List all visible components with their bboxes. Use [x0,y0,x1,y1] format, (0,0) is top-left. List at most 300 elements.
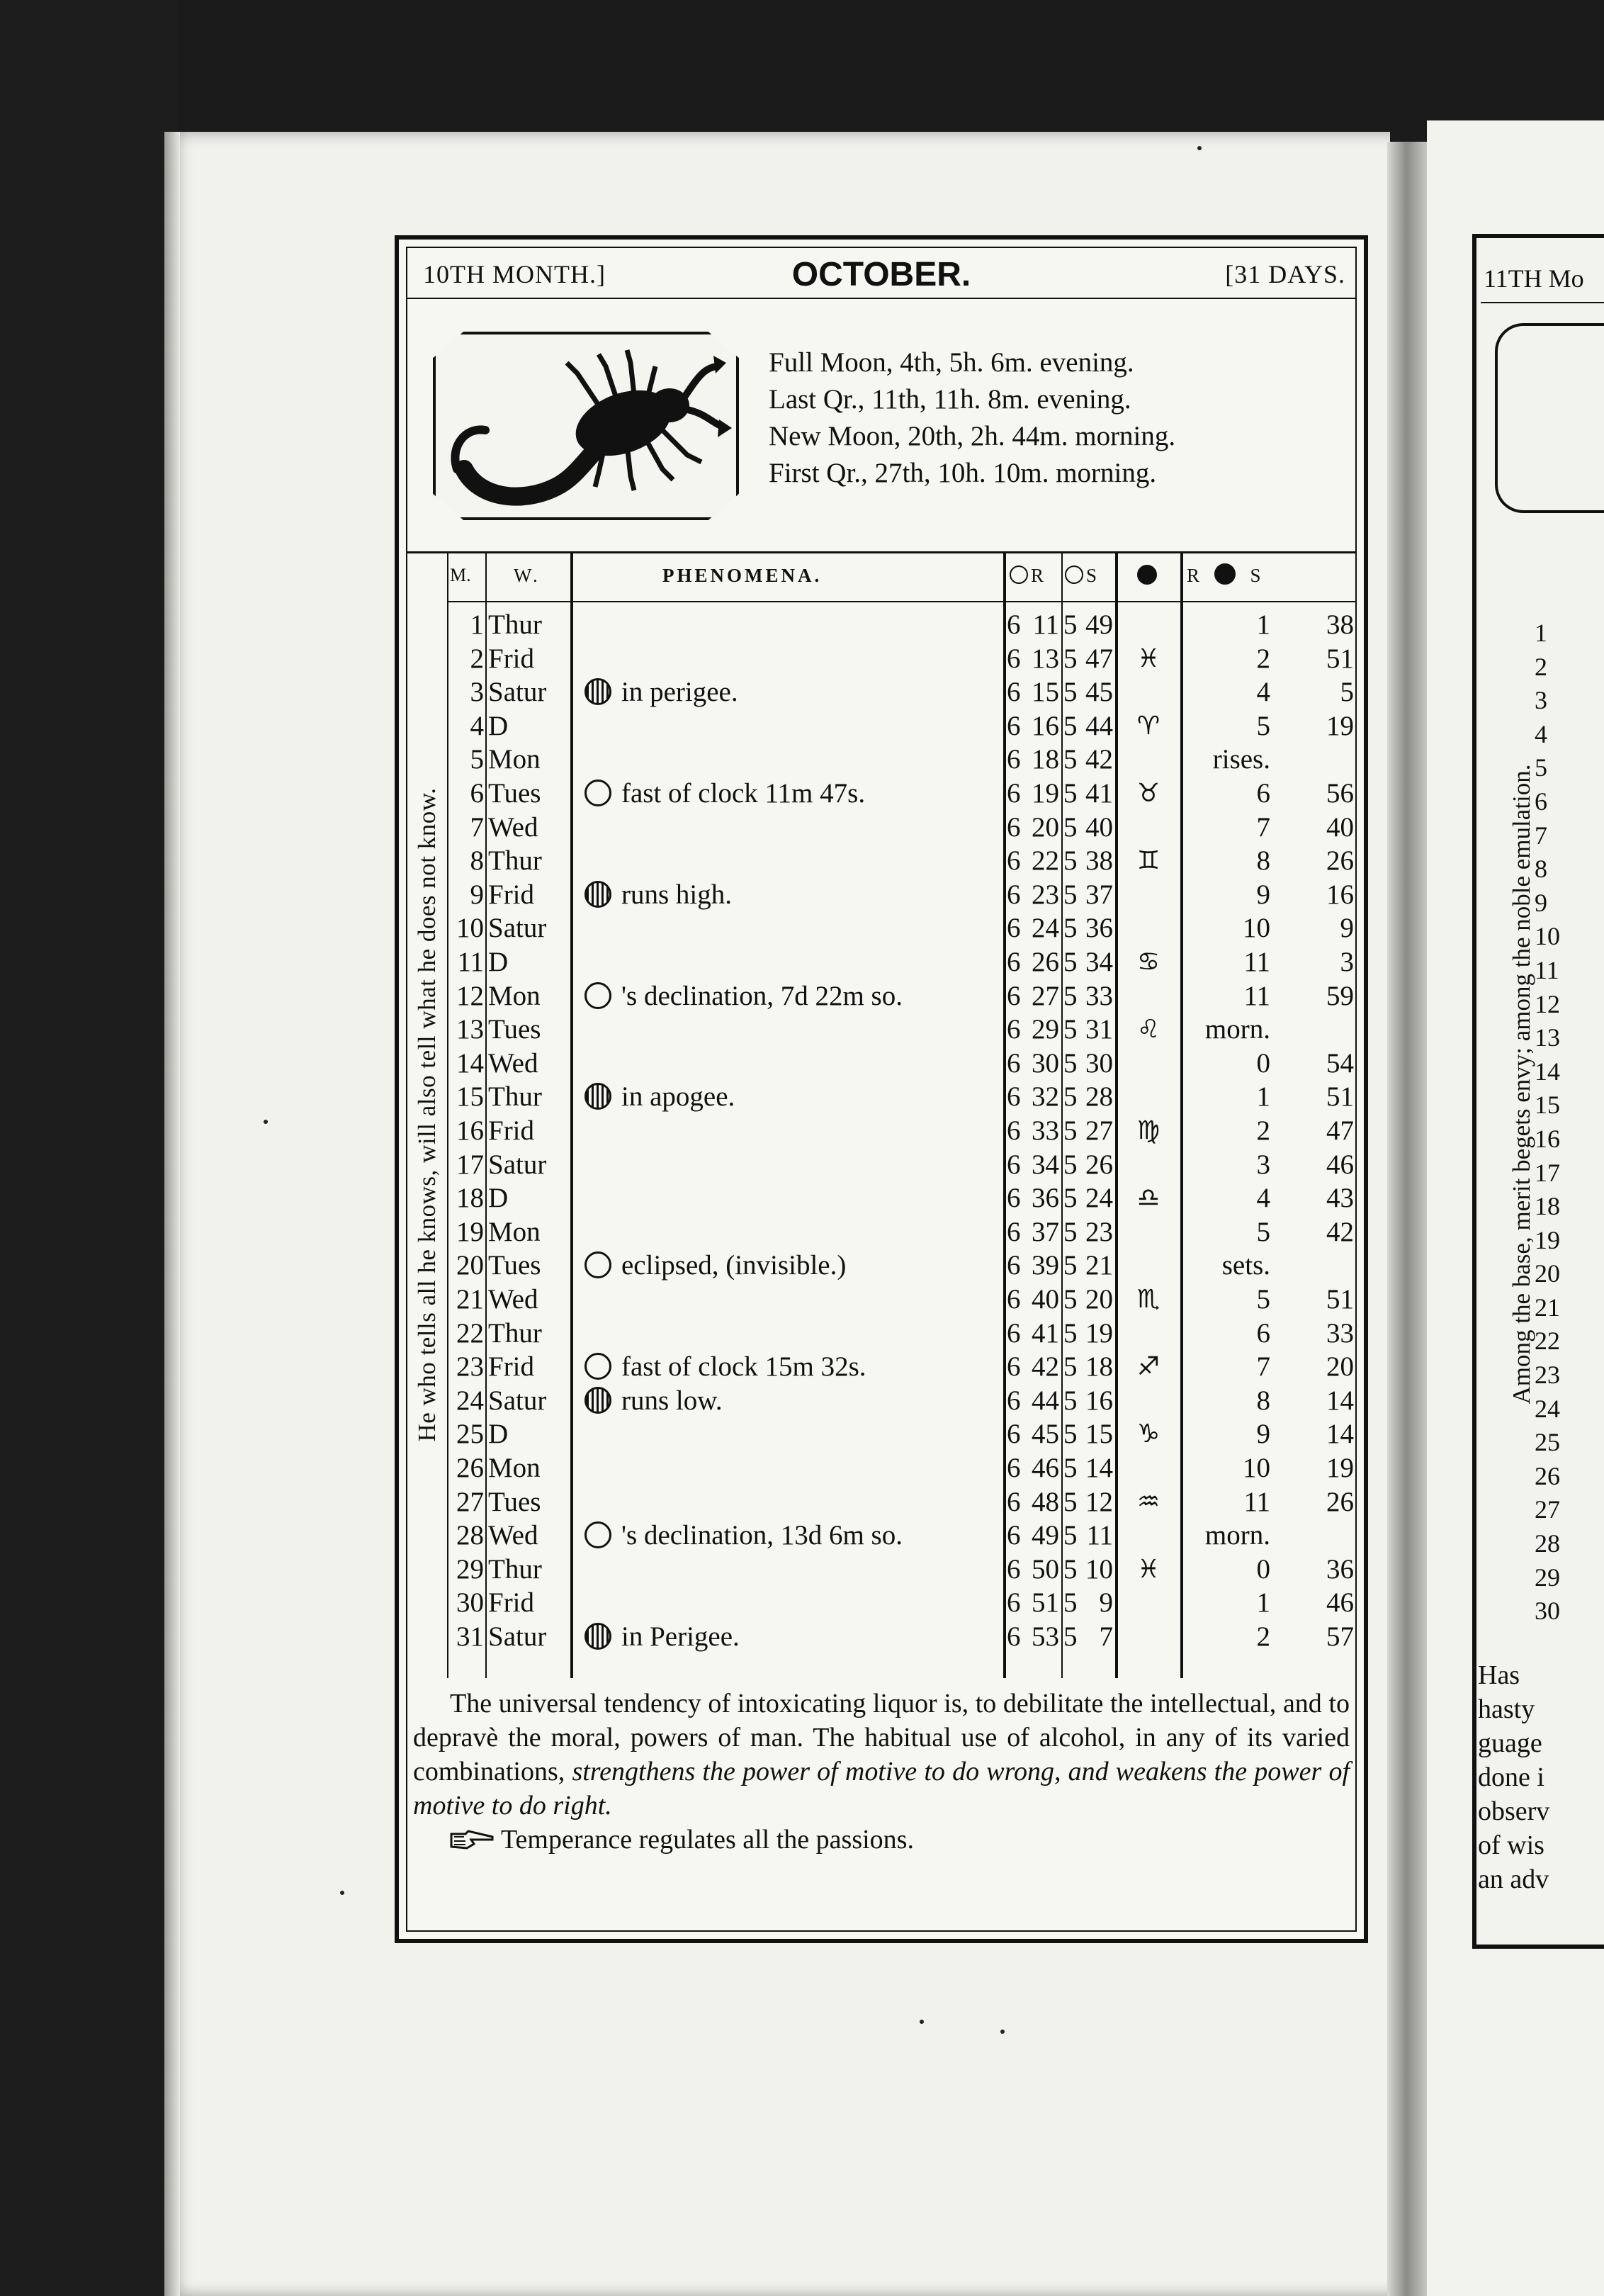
weekday: Wed [488,1284,538,1315]
phenomenon [584,777,1010,810]
next-month-quote-line: done i [1478,1762,1544,1792]
sun-rise-hour: 6 [1007,643,1021,674]
weekday: D [488,1183,509,1214]
sun-set-hour: 5 [1063,1115,1078,1146]
sun-set-minute: 12 [1085,1486,1113,1517]
zodiac-sign: ♉ [1136,779,1160,808]
sun-rise-minute: 33 [1032,1115,1059,1146]
sun-set-minute: 24 [1085,1183,1113,1214]
sun-rise-minute: 45 [1032,1419,1059,1450]
table-row [407,811,1355,845]
weekday: Thur [488,1317,542,1349]
sun-set-hour: 5 [1063,1047,1078,1079]
sun-rise-minute: 41 [1032,1317,1059,1349]
phenomenon [584,1350,1010,1383]
next-month-header: 11TH Mo [1484,264,1584,293]
sun-set-hour: 5 [1063,1284,1078,1315]
moon-rise-set-minute: 51 [1326,1081,1354,1113]
next-month-day-numbers [1535,617,1570,1628]
sun-set-minute: 20 [1085,1284,1113,1315]
moon-rise-set-hour: 11 [1243,1486,1270,1517]
moon-rise-set-minute: 26 [1326,845,1354,877]
day-number: 18 [456,1183,484,1214]
sun-set-hour: 5 [1063,1453,1078,1483]
day-number: 9 [470,879,484,910]
next-month-header-rule [1481,302,1604,303]
sun-set-minute: 18 [1085,1351,1113,1383]
weekday: Tues [488,778,541,809]
day-number: 22 [456,1317,484,1349]
book-gutter [1387,142,1430,2296]
moon-rise-set-minute: 33 [1326,1317,1354,1349]
moon-symbol-icon [584,1083,611,1110]
sun-set-minute: 36 [1085,913,1113,944]
sun-set-minute: 26 [1085,1149,1113,1180]
next-month-day-number: 22 [1535,1327,1560,1356]
sun-set-minute: 16 [1085,1385,1113,1416]
phenomenon-text: 's declination, 7d 22m so. [621,980,903,1011]
moon-rise-set-minute: 9 [1340,913,1354,944]
table-row [407,1047,1355,1081]
table-row [407,1586,1355,1620]
moon-rise-set-minute: 14 [1326,1419,1354,1450]
day-number: 29 [456,1553,484,1585]
moon-phases-section [407,298,1355,553]
next-month-vertical-motto: Among the base, merit begets envy; among the noble emulation. [1508,764,1535,1405]
moon-rise-set-hour: 1 [1256,609,1270,640]
moon-rise-set-minute: 5 [1340,677,1354,708]
next-month-day-number: 14 [1535,1057,1560,1086]
weekday: Wed [488,1520,538,1551]
print-speck [264,1120,268,1124]
header-moon-rise-set: R S [1187,565,1261,586]
table-row [407,1114,1355,1148]
sun-rise-minute: 49 [1032,1520,1059,1551]
sun-rise-hour: 6 [1007,710,1021,741]
sun-symbol-icon [584,1353,611,1380]
moon-rise-set-minute: 19 [1326,710,1354,741]
weekday: Tues [488,1486,541,1517]
sun-set-minute: 23 [1085,1216,1113,1247]
header-m: M. [450,565,471,585]
next-month-emblem [1495,323,1604,513]
moon-rise-set-minute: 20 [1326,1351,1354,1383]
next-month-day-number: 12 [1535,989,1560,1018]
sun-set-hour: 5 [1063,811,1078,843]
table-row [407,1080,1355,1114]
sun-set-hour: 5 [1063,1183,1078,1214]
day-number: 2 [470,643,484,674]
temperance-quote [413,1687,1350,1857]
weekday: Mon [488,1453,541,1483]
sun-rise-minute: 13 [1032,643,1059,674]
sun-rise-hour: 6 [1007,1115,1021,1146]
weekday: Frid [488,879,535,910]
table-row [407,1553,1355,1587]
sun-set-minute: 44 [1085,710,1113,741]
next-month-day-number: 30 [1535,1597,1560,1626]
day-number: 12 [456,980,484,1011]
weekday: Satur [488,1385,547,1416]
scorpion-icon [436,334,736,517]
sun-rise-hour: 6 [1007,1014,1021,1045]
calendar-inner-frame [406,247,1357,1932]
moon-rise-set-hour: 2 [1256,1115,1270,1146]
sun-set-hour: 5 [1063,947,1078,977]
phenomenon-text: fast of clock 15m 32s. [621,1351,866,1383]
sun-symbol-icon [584,1521,611,1548]
moon-rise-set-hour: 0 [1256,1047,1270,1079]
moon-icon [1137,565,1157,585]
next-month-quote-line: hasty [1478,1694,1535,1724]
day-number: 4 [470,710,484,741]
sun-rise-hour: 6 [1007,677,1021,708]
weekday: D [488,1419,509,1450]
sun-rise-minute: 27 [1032,980,1059,1011]
moon-rise-set-hour: 10 [1243,913,1270,944]
table-row [407,642,1355,676]
phenomenon [584,675,1010,709]
sun-set-minute: 11 [1086,1520,1113,1551]
sun-rise-minute: 29 [1032,1014,1059,1045]
day-number: 23 [456,1351,484,1383]
header-rule [447,601,1355,602]
next-month-day-number: 2 [1535,652,1547,681]
sun-set-hour: 5 [1063,980,1078,1011]
zodiac-sign: ♋ [1136,947,1160,977]
sun-set-minute: 7 [1099,1621,1113,1652]
sun-set-hour: 5 [1063,1486,1078,1517]
moon-symbol-icon [584,1387,611,1414]
sun-rise-minute: 37 [1032,1216,1059,1247]
weekday: Mon [488,744,541,775]
next-month-day-number: 16 [1535,1124,1560,1153]
sun-set-minute: 47 [1085,643,1113,674]
day-number: 5 [470,744,484,775]
next-month-quote-fragment [1478,1658,1549,1896]
sun-set-hour: 5 [1063,1520,1078,1551]
table-row [407,743,1355,777]
next-month-day-number: 19 [1535,1225,1560,1254]
sun-rise-hour: 6 [1007,879,1021,910]
moon-rise-set-hour: morn. [1204,1014,1270,1045]
sun-rise-hour: 6 [1007,1317,1021,1349]
sun-rise-minute: 22 [1032,845,1059,877]
moon-rise-set-minute: 51 [1326,643,1354,674]
table-row [407,777,1355,811]
phenomenon [584,1384,1010,1417]
moon-phase-full: Full Moon, 4th, 5h. 6m. evening. [769,347,1134,378]
next-month-day-number: 11 [1535,955,1559,984]
phenomenon [584,1620,1010,1653]
zodiac-sign: ♍ [1136,1116,1160,1145]
sun-rise-hour: 6 [1007,1216,1021,1247]
scan-background [0,0,177,2296]
pointing-hand-icon [450,1830,495,1850]
calendar-table [407,551,1355,1678]
print-speck [920,2020,924,2024]
moon-symbol-icon [584,881,611,908]
header-sun-set: S [1065,556,1122,595]
sun-rise-hour: 6 [1007,744,1021,775]
next-month-day-number: 7 [1535,821,1547,850]
month-title: OCTOBER. [791,256,971,293]
sun-rise-minute: 11 [1032,609,1059,640]
phenomenon-text: eclipsed, (invisible.) [621,1250,847,1281]
scorpio-emblem [433,332,739,520]
sun-rise-minute: 39 [1032,1250,1059,1281]
weekday: Satur [488,913,547,944]
moon-rise-set-hour: rises. [1212,744,1270,775]
sun-set-hour: 5 [1063,1014,1078,1045]
day-number: 8 [470,845,484,877]
moon-rise-set-hour: 8 [1256,845,1270,877]
next-month-day-number: 28 [1535,1529,1560,1558]
weekday: Satur [488,1621,547,1652]
moon-rise-set-minute: 54 [1326,1047,1354,1079]
sun-set-minute: 31 [1085,1014,1113,1045]
table-row [407,1620,1355,1654]
moon-rise-set-hour: 10 [1243,1453,1270,1483]
phenomenon-text: runs low. [621,1385,723,1416]
next-month-day-number: 29 [1535,1563,1560,1592]
next-month-day-number: 24 [1535,1394,1560,1423]
sun-rise-minute: 40 [1032,1284,1059,1315]
sun-set-minute: 30 [1085,1047,1113,1079]
day-number: 30 [456,1587,484,1619]
moon-rise-set-hour: 9 [1256,1419,1270,1450]
zodiac-sign: ♓ [1136,643,1160,673]
day-number: 3 [470,677,484,708]
phenomenon-text: 's declination, 13d 6m so. [621,1520,903,1551]
phenomenon-text: fast of clock 11m 47s. [621,778,866,809]
moon-rise-set-minute: 42 [1326,1216,1354,1247]
weekday: Thur [488,845,542,877]
next-month-quote-line: guage [1478,1728,1542,1758]
sun-set-hour: 5 [1063,1250,1078,1281]
next-month-day-number: 6 [1535,787,1547,816]
moon-rise-set-minute: 46 [1326,1149,1354,1180]
zodiac-sign: ♏ [1136,1285,1160,1314]
days-count: [31 DAYS. [1225,260,1345,288]
sun-rise-hour: 6 [1007,1520,1021,1551]
moon-rise-set-minute: 14 [1326,1385,1354,1416]
sun-rise-hour: 6 [1007,1183,1021,1214]
next-month-day-number: 18 [1535,1192,1560,1221]
weekday: Tues [488,1250,541,1281]
next-month-day-number: 21 [1535,1293,1560,1322]
phenomenon [584,878,1010,911]
weekday: D [488,947,509,977]
weekday: Frid [488,1351,535,1383]
phenomenon [584,1519,1010,1552]
weekday: Thur [488,609,542,640]
sun-set-minute: 28 [1085,1081,1113,1113]
moon-rise-set-minute: 26 [1326,1486,1354,1517]
day-number: 26 [456,1453,484,1483]
moon-rise-set-minute: 46 [1326,1587,1354,1619]
table-row [407,1317,1355,1351]
moon-rise-set-hour: 5 [1256,1284,1270,1315]
moon-rise-set-hour: 11 [1243,947,1270,977]
zodiac-sign: ♎ [1136,1183,1160,1213]
next-month-quote-line: observ [1478,1796,1550,1826]
sun-rise-hour: 6 [1007,947,1021,977]
moon-rise-set-hour: 2 [1256,643,1270,674]
calendar-frame [395,235,1368,1943]
sun-rise-minute: 51 [1032,1587,1059,1619]
table-row [407,1485,1355,1519]
sun-rise-hour: 6 [1007,1553,1021,1585]
sun-set-minute: 41 [1085,778,1113,809]
zodiac-sign: ♒ [1136,1487,1160,1516]
table-row [407,1249,1355,1283]
table-row [407,1417,1355,1451]
sun-rise-minute: 48 [1032,1486,1059,1517]
day-number: 6 [470,778,484,809]
sun-set-minute: 42 [1085,744,1113,775]
next-month-day-number: 23 [1535,1361,1560,1390]
quote-italic-text: strengthens the power of motive to do wrong, and weakens the power of motive to do right. [413,1757,1350,1821]
sun-set-hour: 5 [1063,1553,1078,1585]
table-row [407,979,1355,1013]
print-speck [1197,146,1202,150]
sun-rise-minute: 15 [1032,677,1059,708]
day-number: 15 [456,1081,484,1113]
sun-rise-minute: 46 [1032,1453,1059,1483]
sun-rise-hour: 6 [1007,980,1021,1011]
sun-rise-hour: 6 [1007,811,1021,843]
moon-rise-set-minute: 36 [1326,1553,1354,1585]
sun-set-minute: 49 [1085,609,1113,640]
sun-set-hour: 5 [1063,744,1078,775]
sun-set-minute: 15 [1085,1419,1113,1450]
sun-rise-minute: 24 [1032,913,1059,944]
weekday: Mon [488,980,541,1011]
sun-set-minute: 19 [1085,1317,1113,1349]
sun-rise-minute: 19 [1032,778,1059,809]
day-number: 16 [456,1115,484,1146]
sun-rise-hour: 6 [1007,1149,1021,1180]
sun-rise-minute: 32 [1032,1081,1059,1113]
weekday: Frid [488,1587,535,1619]
moon-rise-set-hour: 4 [1256,1183,1270,1214]
sun-icon [1010,565,1028,584]
weekday: Frid [488,1115,535,1146]
sun-rise-minute: 16 [1032,710,1059,741]
sun-rise-hour: 6 [1007,1486,1021,1517]
phenomenon [584,979,1010,1013]
moon-rise-set-minute: 38 [1326,609,1354,640]
day-number: 20 [456,1250,484,1281]
sun-rise-minute: 26 [1032,947,1059,977]
moon-rise-set-minute: 51 [1326,1284,1354,1315]
table-row [407,709,1355,743]
moon-icon [1214,563,1236,585]
next-month-day-number: 26 [1535,1461,1560,1490]
sun-symbol-icon [584,1251,611,1278]
phenomenon-text: in Perigee. [621,1621,740,1652]
weekday: Frid [488,643,535,674]
next-month-day-number: 10 [1535,922,1560,951]
phenomenon-text: in apogee. [621,1081,735,1113]
header-moon-sign [1137,556,1165,595]
weekday: Tues [488,1014,541,1045]
table-row [407,1451,1355,1485]
phenomenon [584,1080,1010,1113]
weekday: Satur [488,677,547,708]
next-month-day-number: 4 [1535,719,1547,748]
sun-set-minute: 33 [1085,980,1113,1011]
next-month-day-number: 25 [1535,1428,1560,1457]
print-speck [340,1891,344,1895]
next-month-day-number: 13 [1535,1023,1560,1052]
table-row [407,1181,1355,1215]
sun-rise-hour: 6 [1007,1419,1021,1450]
moon-phase-first-quarter: First Qr., 27th, 10h. 10m. morning. [769,458,1157,488]
sun-rise-hour: 6 [1007,1284,1021,1315]
zodiac-sign: ♐ [1136,1352,1160,1382]
moon-rise-set-hour: sets. [1221,1250,1270,1281]
weekday: D [488,710,509,741]
sun-set-minute: 40 [1085,811,1113,843]
sun-rise-minute: 53 [1032,1621,1059,1652]
weekday: Satur [488,1149,547,1180]
day-number: 13 [456,1014,484,1045]
sun-set-hour: 5 [1063,1621,1078,1652]
moon-symbol-icon [584,678,611,705]
moon-rise-set-minute: 16 [1326,879,1354,910]
print-speck [1000,2030,1005,2034]
table-row [407,911,1355,945]
next-month-day-number: 20 [1535,1259,1560,1288]
header-sun-rise: R [1010,556,1066,595]
moon-rise-set-hour: 8 [1256,1385,1270,1416]
moon-rise-set-minute: 19 [1326,1453,1354,1483]
next-month-day-number: 17 [1535,1158,1560,1187]
sun-set-hour: 5 [1063,677,1078,708]
moon-rise-set-hour: 1 [1256,1081,1270,1113]
sun-rise-hour: 6 [1007,845,1021,877]
day-number: 7 [470,811,484,843]
quote-text: The universal tendency of intoxicating liquor is, to debilitate the intellectual, and to depravè the moral, powers of man. The habitual use of alcohol, in any of its varied combinations, [413,1689,1350,1786]
next-month-day-number: 8 [1535,855,1547,884]
sun-set-hour: 5 [1063,1385,1078,1416]
month-header [407,248,1355,299]
table-row [407,1384,1355,1418]
day-number: 1 [470,609,484,640]
sun-set-hour: 5 [1063,879,1078,910]
sun-rise-hour: 6 [1007,778,1021,809]
table-row [407,1350,1355,1384]
sun-icon [1065,565,1083,584]
table-row [407,1519,1355,1553]
sun-set-hour: 5 [1063,778,1078,809]
moon-rise-set-hour: 0 [1256,1553,1270,1585]
sun-set-minute: 9 [1099,1587,1113,1619]
moon-rise-set-hour: 6 [1256,778,1270,809]
day-number: 25 [456,1419,484,1450]
sun-rise-minute: 36 [1032,1183,1059,1214]
sun-set-minute: 45 [1085,677,1113,708]
sun-rise-minute: 44 [1032,1385,1059,1416]
zodiac-sign: ♌ [1136,1015,1160,1045]
sun-set-minute: 10 [1085,1553,1113,1585]
sun-rise-hour: 6 [1007,1453,1021,1483]
sun-set-hour: 5 [1063,710,1078,741]
sun-rise-hour: 6 [1007,609,1021,640]
table-row [407,1148,1355,1182]
